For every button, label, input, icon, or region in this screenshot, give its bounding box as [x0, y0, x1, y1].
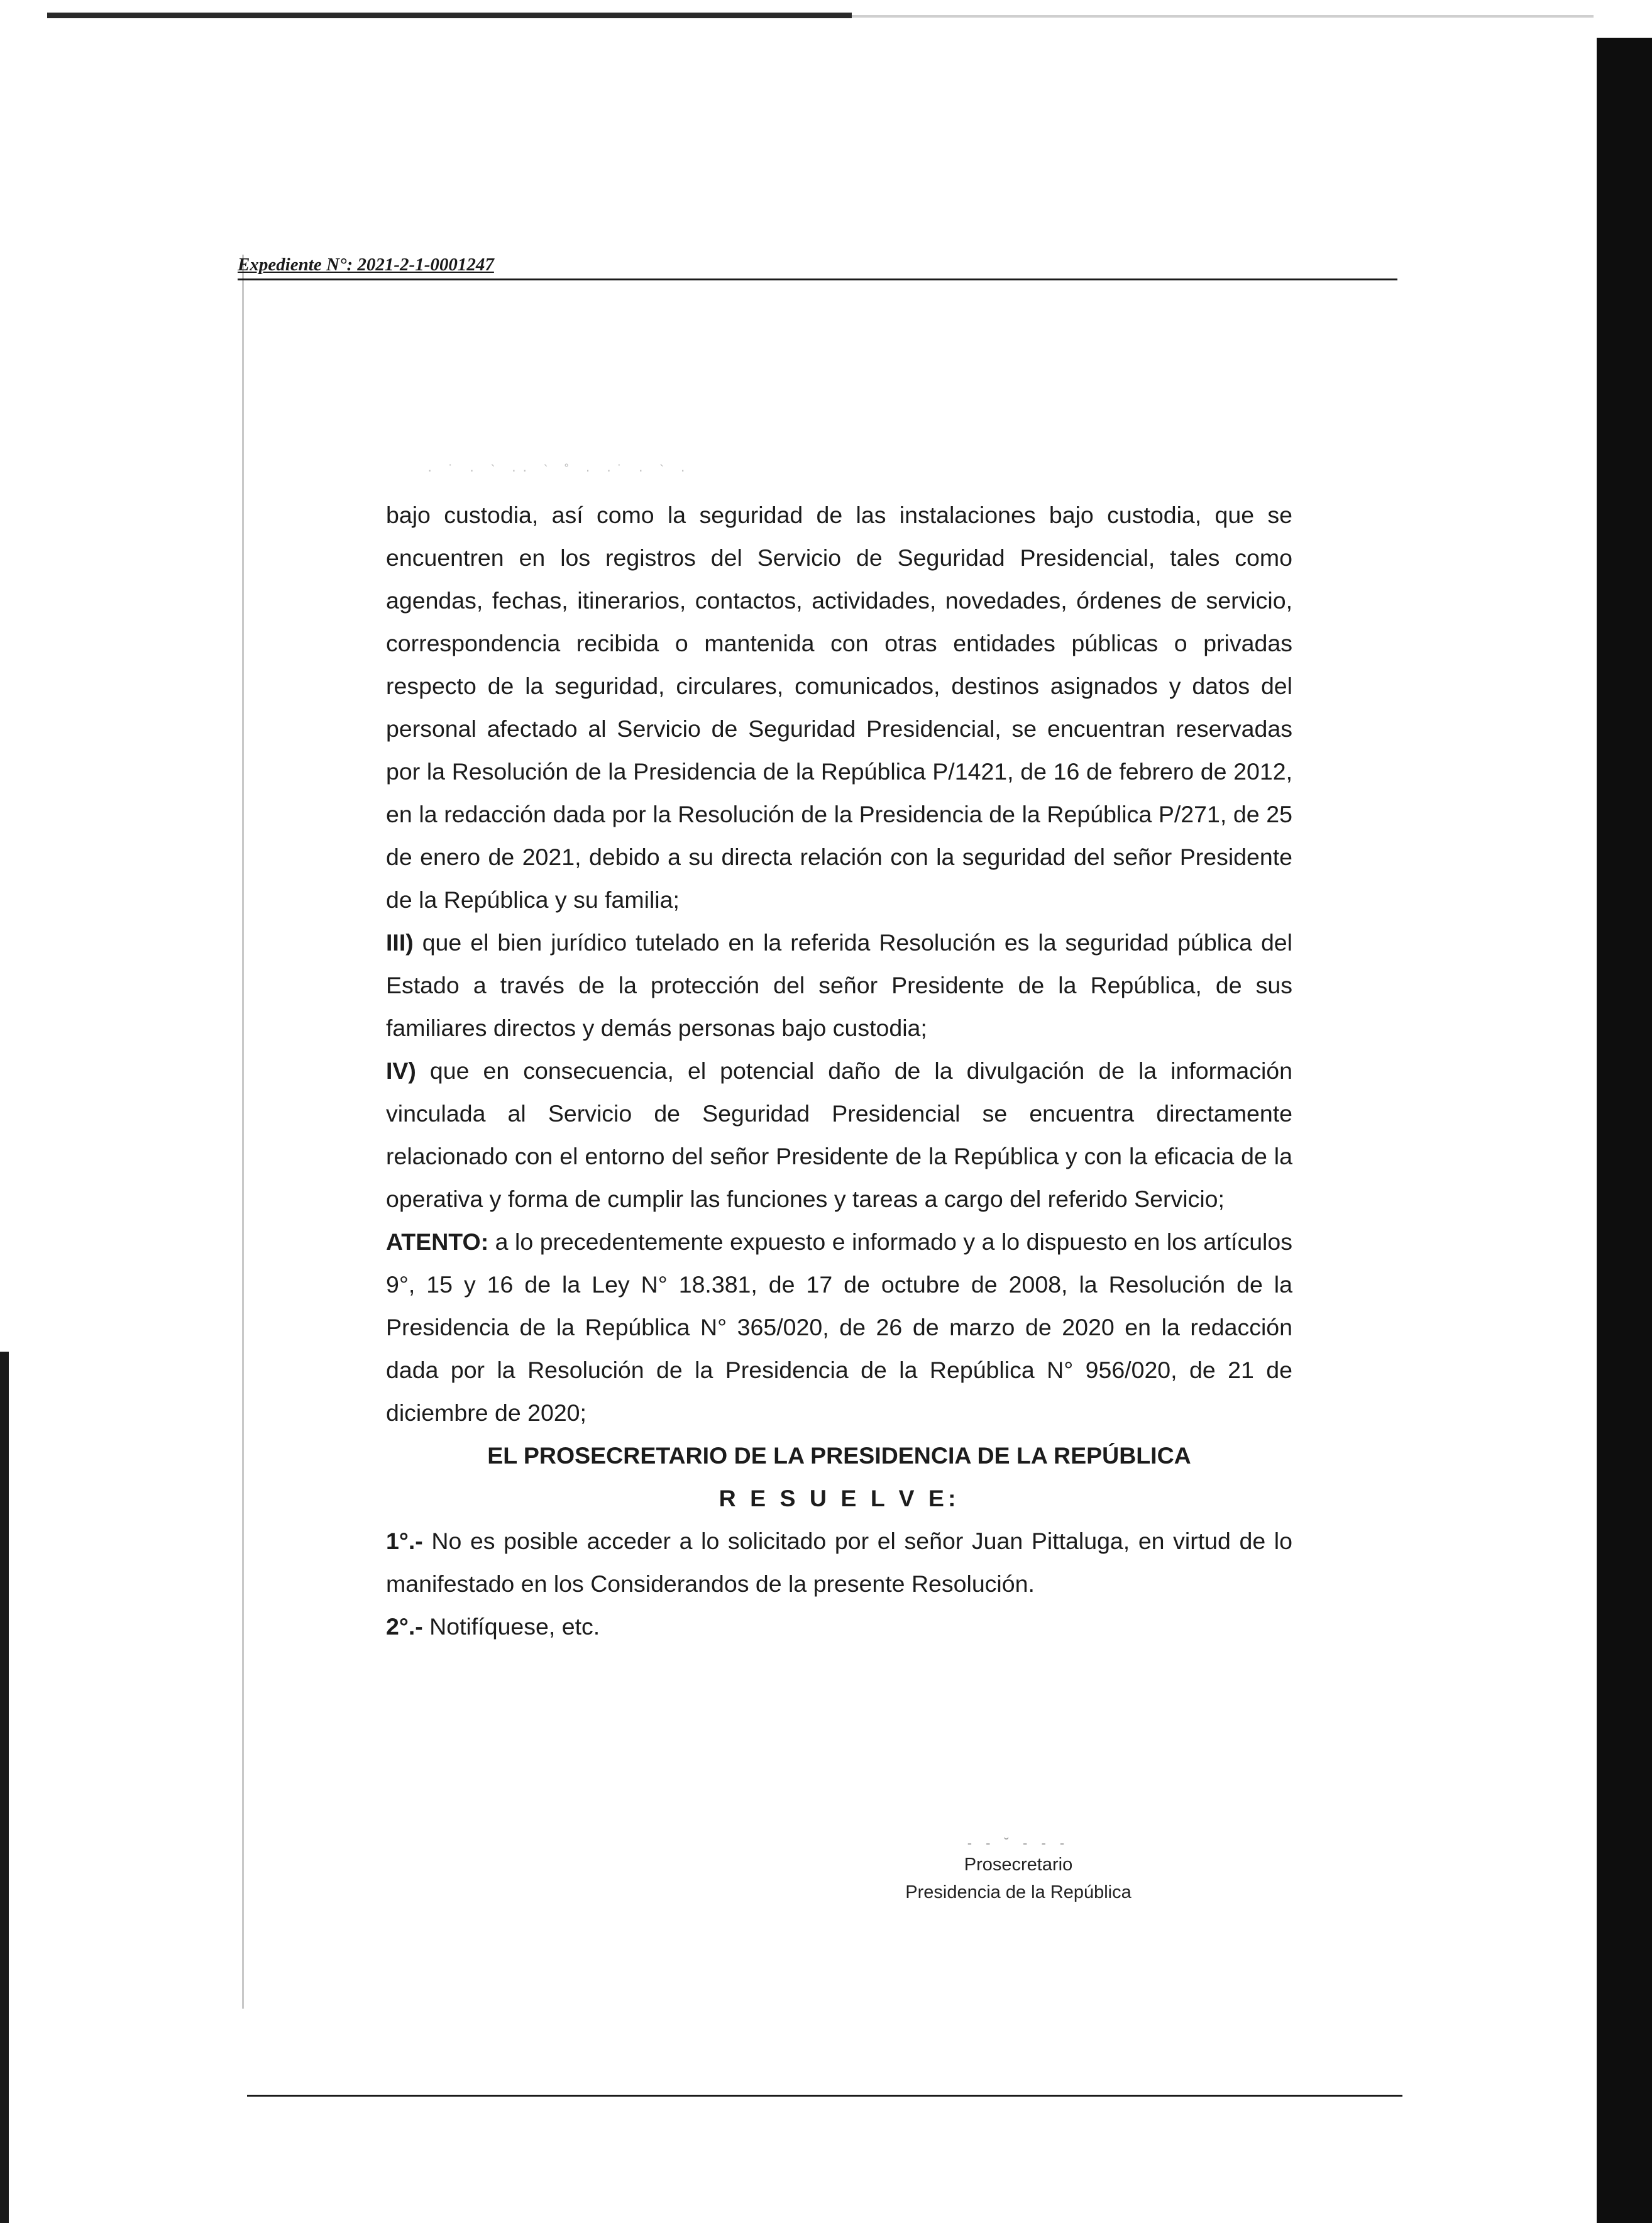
paragraph-atento: [386, 1220, 1292, 1434]
header-rule: [238, 279, 1397, 280]
scan-left-edge: [0, 1352, 9, 2223]
paragraph-iii: [386, 921, 1292, 1049]
footer-rule: [247, 2095, 1402, 2097]
item-text: No es posible acceder a lo solicitado por el señor Juan Pittaluga, en virtud de lo manifestado en los Considerandos de la presente Resolución.: [386, 1528, 1292, 1597]
scan-right-edge: [1597, 38, 1652, 2223]
signature-office: Presidencia de la República: [905, 1882, 1132, 1902]
paragraph-text: que el bien jurídico tutelado en la referida Resolución es la seguridad pública del Estado a través de la protección del señor Presidente de la República, de sus familiares directos y demás personas bajo custodia;: [386, 929, 1292, 1041]
signature-block: [899, 1836, 1138, 1906]
resolution-item-1: [386, 1520, 1292, 1605]
document-body: [386, 494, 1292, 1648]
scan-top-shadow: [852, 15, 1594, 18]
paragraph-text: bajo custodia, así como la seguridad de las instalaciones bajo custodia, que se encuentren en los registros del Servicio de Seguridad Presidencial, tales como agendas, fechas, itinerarios, contactos, actividades, novedades, órdenes de servicio, correspondencia recibida o mantenida con otras entidades públicas o privadas respecto de la seguridad, circulares, comunicados, destinos asignados y datos del personal afectado al Servicio de Seguridad Presidencial, se encuentran reservadas por la Resolución de la Presidencia de la República P/1421, de 16 de febrero de 2012, en la redacción dada por la Resolución de la Presidencia de la República P/271, de 25 de enero de 2021, debido a su directa relación con la seguridad del señor Presidente de la República y su familia;: [386, 502, 1292, 913]
paragraph-text: que en consecuencia, el potencial daño de la divulgación de la información vinculada al Servicio de Seguridad Presidencial se encuentra directamente relacionado con el entorno del señor Presidente de la República y con la eficacia de la operativa y forma de cumplir las funciones y tareas a cargo del referido Servicio;: [386, 1057, 1292, 1212]
signature-title: Prosecretario: [964, 1855, 1073, 1875]
resolution-item-2: [386, 1605, 1292, 1648]
margin-line: [242, 255, 244, 2009]
item-text: Notifíquese, etc.: [422, 1613, 600, 1640]
item-label: 2°.-: [386, 1613, 423, 1640]
faint-bleed-through: · ˙ · ` ·· ` ˚ · ·˙ · ` ·: [427, 462, 691, 478]
expediente-number: Expediente N°: 2021-2-1-0001247: [238, 255, 494, 275]
paragraph-custodia: [386, 494, 1292, 921]
paragraph-label: ATENTO:: [386, 1228, 489, 1255]
resuelve-heading: R E S U E L V E:: [719, 1485, 960, 1511]
scan-top-edge: [47, 13, 852, 18]
item-label: 1°.-: [386, 1528, 423, 1554]
document-header: [238, 255, 1397, 281]
paragraph-text: a lo precedentemente expuesto e informado y a lo dispuesto en los artículos 9°, 15 y 16 de la Ley N° 18.381, de 17 de octubre de 2008, la Resolución de la Presidencia de la República N° 365/020, de 26 de marzo de 2020 en la redacción dada por la Resolución de la Presidencia de la República N° 956/020, de 21 de diciembre de 2020;: [386, 1228, 1292, 1426]
paragraph-label: III): [386, 929, 414, 956]
resolution-heading: EL PROSECRETARIO DE LA PRESIDENCIA DE LA REPÚBLICA: [487, 1442, 1191, 1469]
signature-mark: - - ˘ - - -: [967, 1835, 1070, 1851]
paragraph-iv: [386, 1049, 1292, 1220]
paragraph-label: IV): [386, 1057, 416, 1084]
